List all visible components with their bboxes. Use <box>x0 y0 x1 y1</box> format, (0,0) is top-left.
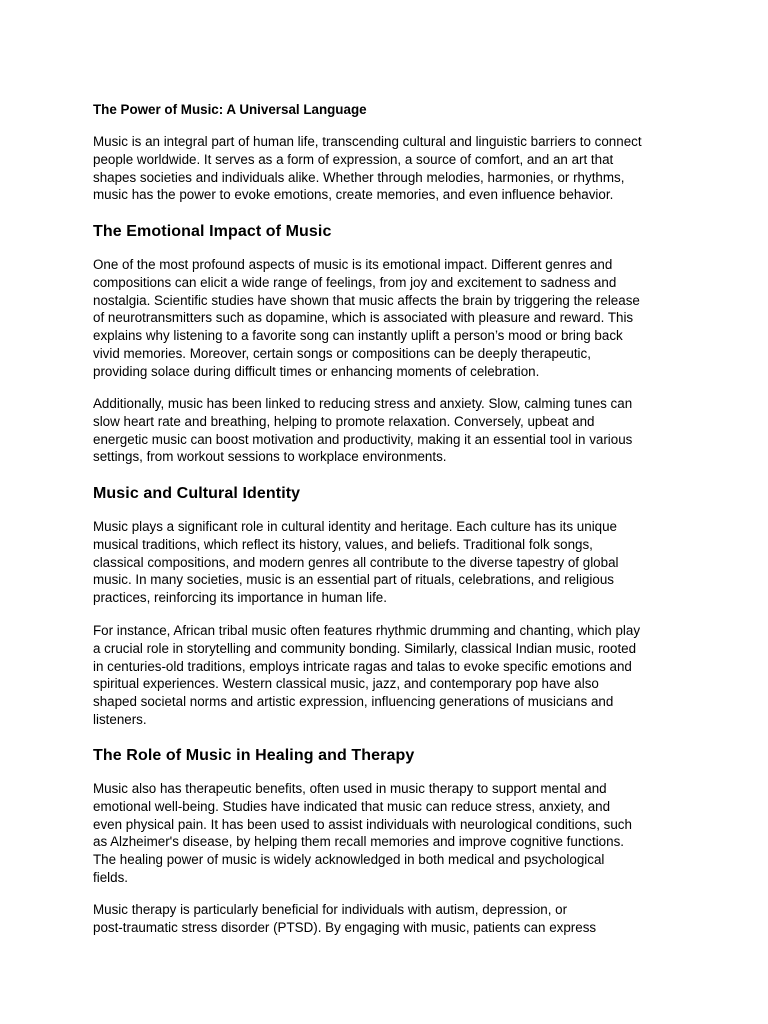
paragraph-line: nostalgia. Scientific studies have shown that music affects the brain by triggering the release <box>93 292 640 308</box>
paragraph-line: Music also has therapeutic benefits, often used in music therapy to support mental and <box>93 781 607 796</box>
paragraph-line: spiritual experiences. Western classical music, jazz, and contemporary pop have also <box>93 676 599 692</box>
cultural-identity-paragraph-1 <box>93 518 619 607</box>
paragraph-line: listeners. <box>93 711 147 727</box>
intro-paragraph <box>93 133 642 204</box>
paragraph-line: of neurotransmitters such as dopamine, which is associated with pleasure and reward. This <box>93 310 634 326</box>
paragraph-line: One of the most profound aspects of music is its emotional impact. Different genres and <box>93 257 613 272</box>
paragraph-line: shapes societies and individuals alike. Whether through melodies, harmonies, or rhythms, <box>93 169 625 185</box>
document-title: The Power of Music: A Universal Language <box>93 102 367 117</box>
paragraph-line: as Alzheimer's disease, by helping them recall memories and improve cognitive functions. <box>93 834 624 850</box>
paragraph-line: a crucial role in storytelling and community bonding. Similarly, classical Indian music, rooted <box>93 640 637 656</box>
paragraph-line: Additionally, music has been linked to reducing stress and anxiety. Slow, calming tunes can <box>93 396 633 411</box>
paragraph-line: shaped societal norms and artistic expression, influencing generations of musicians and <box>93 694 614 710</box>
paragraph-line: compositions can elicit a wide range of feelings, from joy and excitement to sadness and <box>93 274 617 290</box>
section-heading-cultural-identity: Music and Cultural Identity <box>93 485 301 502</box>
paragraph-line: emotional well-being. Studies have indicated that music can reduce stress, anxiety, and <box>93 798 611 814</box>
paragraph-line: explains why listening to a favorite song can instantly uplift a person’s mood or bring back <box>93 328 623 344</box>
healing-therapy-paragraph-2 <box>93 901 596 937</box>
paragraph-line: post-traumatic stress disorder (PTSD). By engaging with music, patients can express <box>93 919 597 935</box>
emotional-impact-paragraph-1 <box>93 256 640 381</box>
paragraph-line: music. In many societies, music is an essential part of rituals, celebrations, and religious <box>93 572 614 588</box>
paragraph-line: For instance, African tribal music often features rhythmic drumming and chanting, which play <box>93 623 641 638</box>
section-heading-emotional-impact: The Emotional Impact of Music <box>93 223 332 240</box>
paragraph-line: Music is an integral part of human life, transcending cultural and linguistic barriers to connect <box>93 134 642 149</box>
paragraph-line: fields. <box>93 869 128 885</box>
paragraph-line: vivid memories. Moreover, certain songs or compositions can be deeply therapeutic, <box>93 345 591 361</box>
paragraph-line: providing solace during difficult times or enhancing moments of celebration. <box>93 363 540 379</box>
paragraph-line: energetic music can boost motivation and productivity, making it an essential tool in various <box>93 431 633 447</box>
paragraph-line: The healing power of music is widely acknowledged in both medical and psychological <box>93 852 605 868</box>
paragraph-line: classical compositions, and modern genres all contribute to the diverse tapestry of global <box>93 554 619 570</box>
paragraph-line: in centuries-old traditions, employs intricate ragas and talas to evoke specific emotions and <box>93 658 632 674</box>
paragraph-line: settings, from workout sessions to workplace environments. <box>93 449 447 465</box>
healing-therapy-paragraph-1 <box>93 780 632 887</box>
paragraph-line: practices, reinforcing its importance in human life. <box>93 590 387 606</box>
paragraph-line: Music therapy is particularly beneficial for individuals with autism, depression, or <box>93 902 568 917</box>
cultural-identity-paragraph-2 <box>93 622 640 729</box>
emotional-impact-paragraph-2 <box>93 395 632 466</box>
paragraph-line: musical traditions, which reflect its history, values, and beliefs. Traditional folk songs, <box>93 536 593 552</box>
paragraph-line: even physical pain. It has been used to assist individuals with neurological conditions, such <box>93 816 632 832</box>
paragraph-line: slow heart rate and breathing, helping to promote relaxation. Conversely, upbeat and <box>93 413 595 429</box>
paragraph-line: music has the power to evoke emotions, create memories, and even influence behavior. <box>93 187 614 203</box>
paragraph-line: Music plays a significant role in cultural identity and heritage. Each culture has its unique <box>93 519 618 534</box>
section-heading-healing-therapy: The Role of Music in Healing and Therapy <box>93 747 415 764</box>
paragraph-line: people worldwide. It serves as a form of expression, a source of comfort, and an art that <box>93 151 614 167</box>
